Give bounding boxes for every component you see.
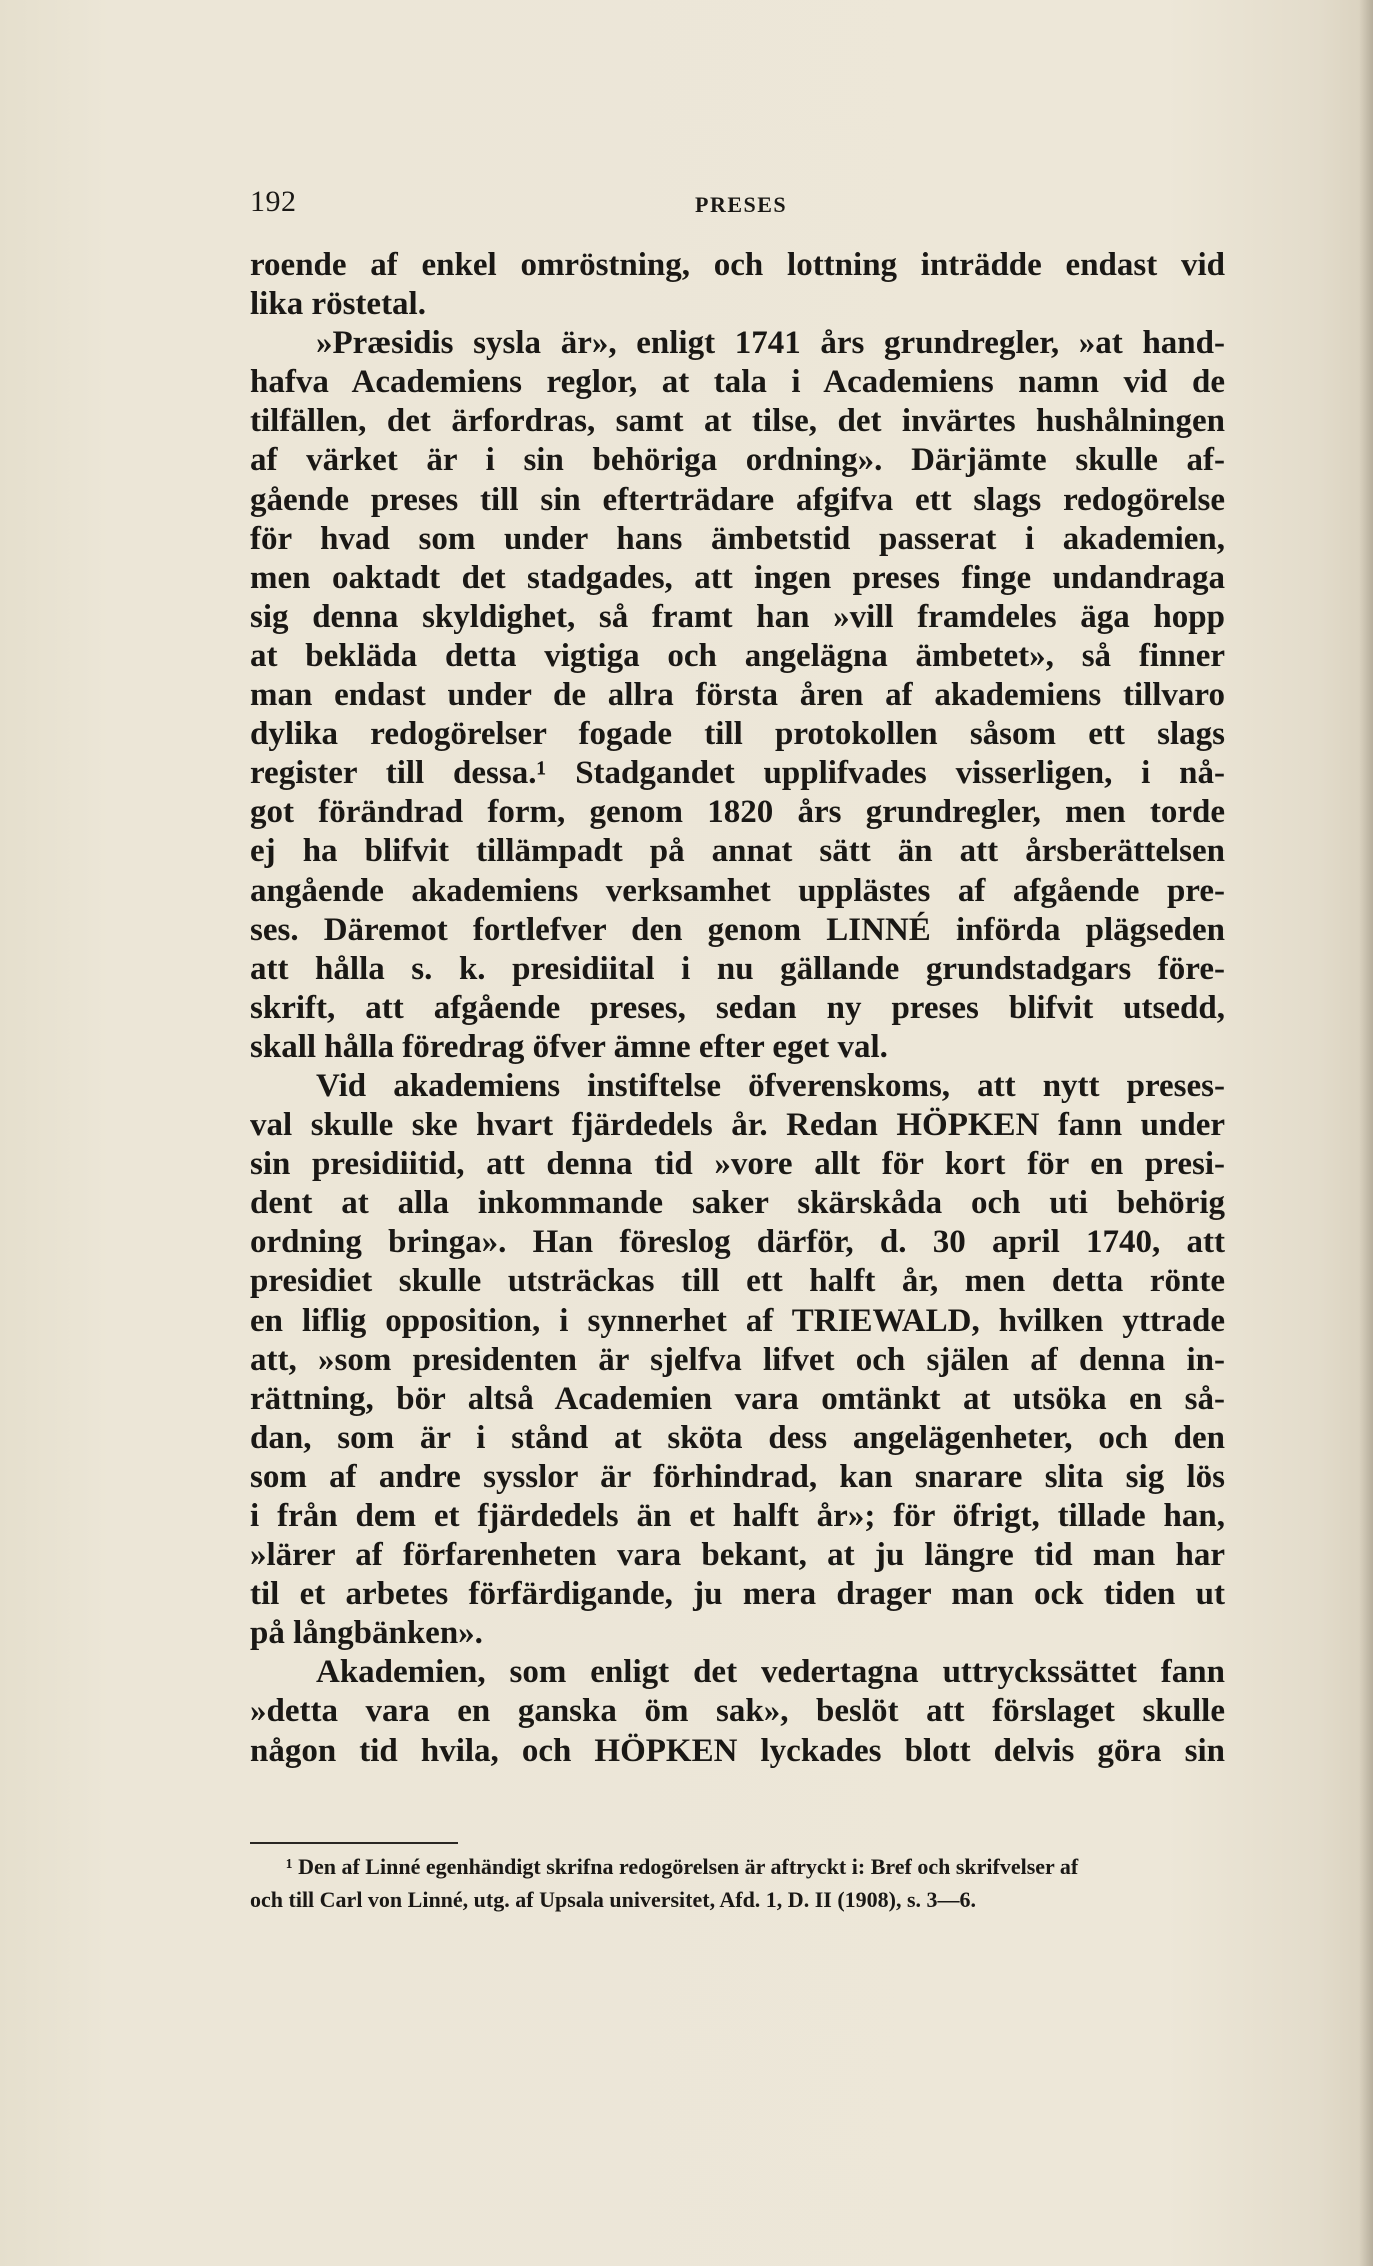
text-line: ordning bringa». Han föreslog därför, d. 30 april 1740, att [250, 1224, 1225, 1261]
text-line: lika röstetal. [250, 286, 426, 323]
text-line: gående preses till sin efterträdare afgifva ett slags redogörelse [250, 481, 1225, 518]
text-line: »detta vara en ganska öm sak», beslöt att förslaget skulle [250, 1693, 1225, 1730]
text-line: att, »som presidenten är sjelfva lifvet och själen af denna in- [250, 1341, 1225, 1378]
text-line: sin presidiitid, att denna tid »vore allt för kort för en presi- [250, 1146, 1225, 1183]
text-line: för hvad som under hans ämbetstid passerat i akademien, [250, 520, 1225, 557]
text-line: i från dem et fjärdedels än et halft år»; för öfrigt, tillade han, [250, 1498, 1225, 1534]
footnote-line: och till Carl von Linné, utg. af Upsala universitet, Afd. 1, D. II (1908), s. 3—6. [250, 1887, 977, 1912]
body-text [250, 246, 1225, 1771]
text-line: en liflig opposition, i synnerhet af TRIEWALD, hvilken yttrade [250, 1302, 1225, 1339]
text-line: tilfällen, det ärfordras, samt at tilse, det invärtes hushålningen [250, 403, 1225, 440]
running-title: PRESES [695, 192, 788, 217]
text-line: »Præsidis sysla är», enligt 1741 års grundregler, »at hand- [316, 325, 1225, 362]
text-line: Vid akademiens instiftelse öfverenskoms, att nytt preses- [316, 1067, 1225, 1104]
footnote-divider [250, 1842, 458, 1844]
text-line: skall hålla föredrag öfver ämne efter eget val. [250, 1028, 888, 1065]
text-line: »lärer af förfarenheten vara bekant, at ju längre tid man har [250, 1537, 1225, 1574]
text-line: att hålla s. k. presidiital i nu gällande grundstadgars före- [250, 950, 1225, 987]
text-line: presidiet skulle utsträckas till ett halft år, men detta rönte [250, 1263, 1225, 1300]
text-line: hafva Academiens reglor, at tala i Academiens namn vid de [250, 364, 1225, 401]
running-head [250, 185, 1225, 225]
text-line: som af andre sysslor är förhindrad, kan snarare slita sig lös [250, 1458, 1225, 1495]
text-line: dan, som är i stånd at sköta dess angelägenheter, och den [250, 1419, 1225, 1456]
page-number: 192 [250, 185, 297, 218]
text-line: dent at alla inkommande saker skärskåda och uti behörig [250, 1185, 1225, 1222]
footnotes [250, 1850, 1225, 1916]
text-line: ej ha blifvit tillämpadt på annat sätt än att årsberättelsen [250, 833, 1225, 870]
text-line: at bekläda detta vigtiga och angelägna ämbetet», så finner [250, 637, 1225, 674]
text-line: någon tid hvila, och HÖPKEN lyckades blott delvis göra sin [250, 1732, 1225, 1769]
page-edge-shadow [1359, 0, 1373, 2266]
text-line: rättning, bör altså Academien vara omtänkt at utsöka en så- [250, 1380, 1225, 1417]
text-line: roende af enkel omröstning, och lottning inträdde endast vid [250, 247, 1225, 283]
text-line: got förändrad form, genom 1820 års grundregler, men torde [250, 794, 1225, 831]
text-line: val skulle ske hvart fjärdedels år. Redan HÖPKEN fann under [250, 1107, 1225, 1144]
footnote-line: ¹ Den af Linné egenhändigt skrifna redogörelsen är aftryckt i: Bref och skrifvelser af [286, 1854, 1079, 1879]
text-line: sig denna skyldighet, så framt han »vill framdeles äga hopp [250, 598, 1225, 635]
text-line: ses. Däremot fortlefver den genom LINNÉ införda plägseden [250, 911, 1225, 948]
text-line: af värket är i sin behöriga ordning». Därjämte skulle af- [250, 442, 1225, 479]
text-line: dylika redogörelser fogade till protokollen såsom ett slags [250, 716, 1225, 753]
text-line: skrift, att afgående preses, sedan ny preses blifvit utsedd, [250, 989, 1225, 1026]
text-line: man endast under de allra första åren af akademiens tillvaro [250, 677, 1225, 714]
text-line: angående akademiens verksamhet upplästes af afgående pre- [250, 872, 1225, 909]
text-line: men oaktadt det stadgades, att ingen preses finge undandraga [250, 559, 1225, 596]
text-line: Akademien, som enligt det vedertagna uttryckssättet fann [316, 1654, 1225, 1691]
text-line: til et arbetes förfärdigande, ju mera drager man ock tiden ut [250, 1576, 1225, 1613]
text-line: register till dessa.¹ Stadgandet upplifvades visserligen, i nå- [250, 755, 1225, 792]
text-line: på långbänken». [250, 1615, 483, 1652]
